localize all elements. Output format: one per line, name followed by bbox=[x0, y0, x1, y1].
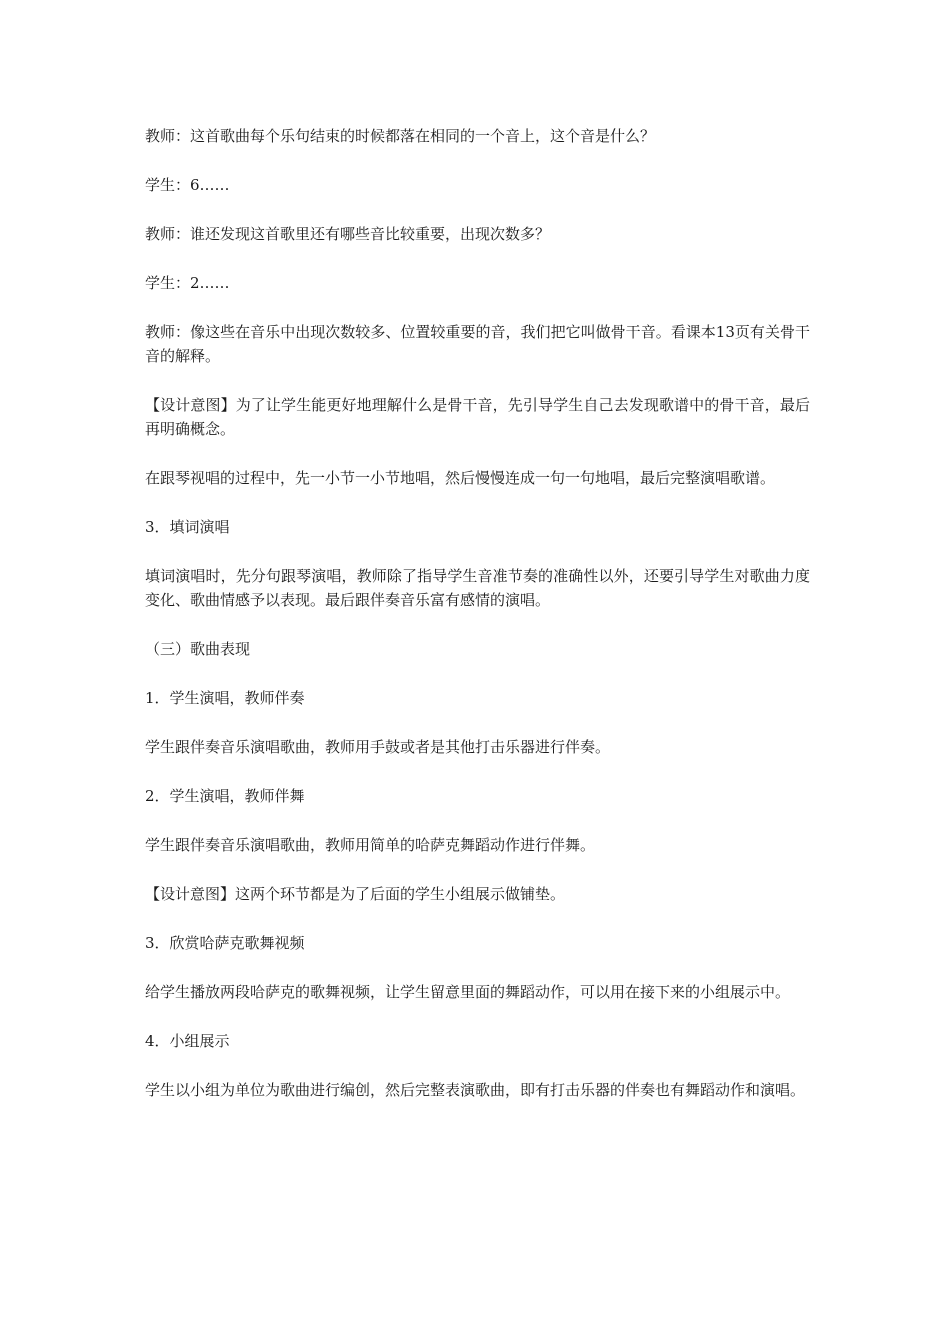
design-intent-2: 【设计意图】这两个环节都是为了后面的学生小组展示做铺垫。 bbox=[145, 885, 566, 903]
design-intent-1: 【设计意图】为了让学生能更好地理解什么是骨干音，先引导学生自己去发现歌谱中的骨干音，最后再明确概念。 bbox=[145, 396, 810, 438]
section-heading-song-performance: （三）歌曲表现 bbox=[145, 640, 251, 658]
sight-singing-paragraph: 在跟琴视唱的过程中，先一小节一小节地唱，然后慢慢连成一句一句地唱，最后完整演唱歌谱。 bbox=[145, 469, 776, 487]
dialogue-teacher-explanation: 教师：像这些在音乐中出现次数较多、位置较重要的音，我们把它叫做骨干音。看课本13页有关骨干音的解释。 bbox=[145, 323, 810, 365]
dialogue-student-answer-1: 学生：6…… bbox=[145, 176, 230, 194]
fill-lyrics-paragraph: 填词演唱时，先分句跟琴演唱，教师除了指导学生音准节奏的准确性以外，还要引导学生对歌曲力度变化、歌曲情感予以表现。最后跟伴奏音乐富有感情的演唱。 bbox=[145, 567, 810, 609]
section-heading-fill-lyrics: 3．填词演唱 bbox=[145, 518, 230, 536]
dialogue-student-answer-2: 学生：2…… bbox=[145, 274, 230, 292]
subheading-watch-video: 3．欣赏哈萨克歌舞视频 bbox=[145, 934, 305, 952]
subheading-student-sing-teacher-accompany: 1．学生演唱，教师伴奏 bbox=[145, 689, 305, 707]
dialogue-teacher-question-2: 教师：谁还发现这首歌里还有哪些音比较重要，出现次数多？ bbox=[145, 225, 551, 243]
dialogue-teacher-question-1: 教师：这首歌曲每个乐句结束的时候都落在相同的一个音上，这个音是什么？ bbox=[145, 127, 656, 145]
accompany-paragraph: 学生跟伴奏音乐演唱歌曲，教师用手鼓或者是其他打击乐器进行伴奏。 bbox=[145, 738, 611, 756]
dance-paragraph: 学生跟伴奏音乐演唱歌曲，教师用简单的哈萨克舞蹈动作进行伴舞。 bbox=[145, 836, 596, 854]
document-body bbox=[145, 124, 810, 1127]
video-paragraph: 给学生播放两段哈萨克的歌舞视频，让学生留意里面的舞蹈动作，可以用在接下来的小组展示中。 bbox=[145, 983, 791, 1001]
subheading-group-show: 4．小组展示 bbox=[145, 1032, 230, 1050]
group-show-paragraph: 学生以小组为单位为歌曲进行编创，然后完整表演歌曲，即有打击乐器的伴奏也有舞蹈动作和演唱。 bbox=[145, 1081, 806, 1099]
subheading-student-sing-teacher-dance: 2．学生演唱，教师伴舞 bbox=[145, 787, 305, 805]
